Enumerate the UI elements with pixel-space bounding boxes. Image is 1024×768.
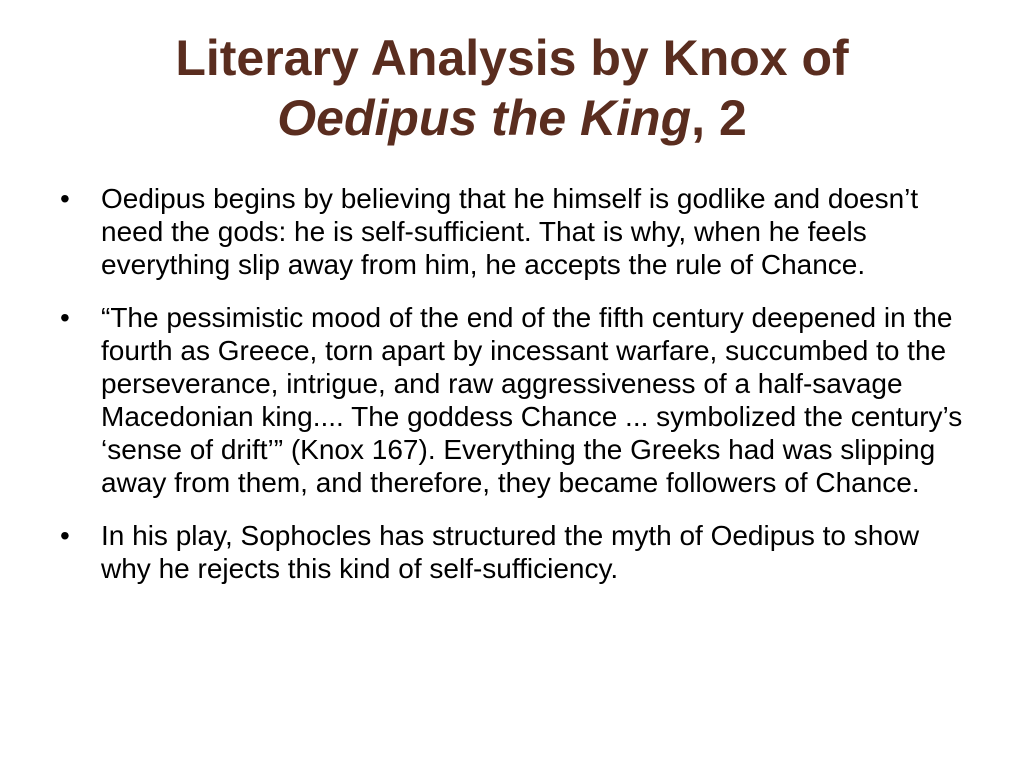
title-work-name: Oedipus the King	[277, 90, 692, 146]
bullet-text: In his play, Sophocles has structured the myth of Oedipus to show why he rejects this kind of self-sufficiency.	[101, 520, 920, 584]
bullet-text: “The pessimistic mood of the end of the fifth century deepened in the fourth as Greece, torn apart by incessant warfare, succumbed to the perseverance, intrigue, and raw aggressiveness of a half-savage Macedonian king.... The goddess Chance ... symbolized the century’s ‘sense of drift’” (Knox 167). Everything the Greeks had was slipping away from them, and therefore, they became followers of Chance.	[101, 302, 963, 498]
bullet-item	[60, 301, 965, 499]
bullet-glyph: •	[60, 302, 70, 333]
title-line-1: Literary Analysis by Knox of	[175, 30, 849, 86]
bullet-item	[60, 519, 965, 585]
bullet-glyph: •	[60, 183, 70, 214]
title-line-2	[0, 88, 1024, 148]
slide-title	[0, 28, 1024, 148]
title-suffix: , 2	[691, 90, 747, 146]
bullet-item	[60, 182, 965, 281]
bullet-glyph: •	[60, 520, 70, 551]
bullet-text: Oedipus begins by believing that he himself is godlike and doesn’t need the gods: he is self-sufficient. That is why, when he feels everything slip away from him, he accepts the rule of Chance.	[101, 183, 919, 280]
bullet-list	[60, 182, 965, 605]
